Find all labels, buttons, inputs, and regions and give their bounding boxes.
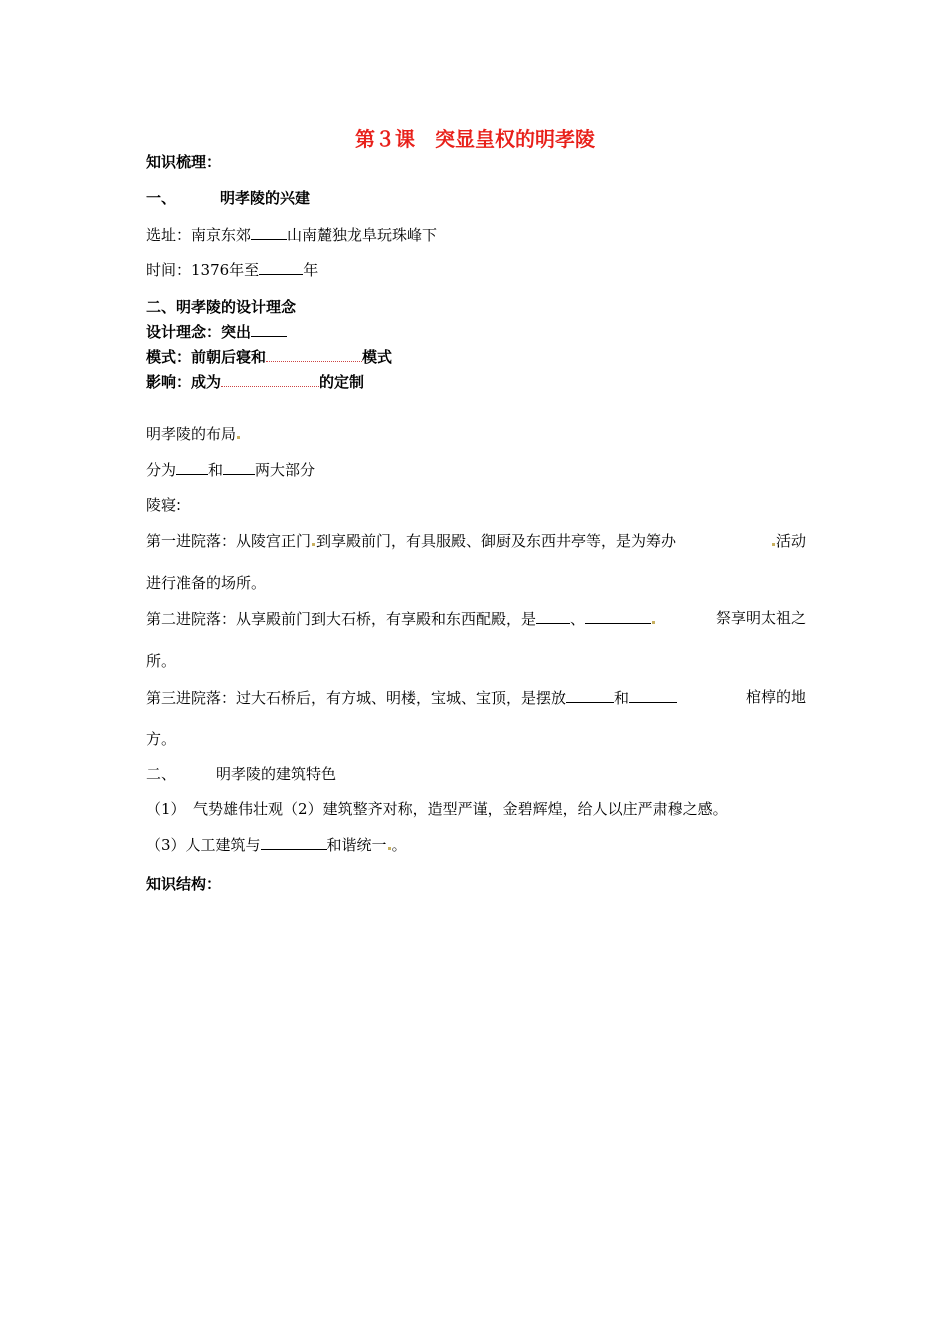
section-2-heading: 二、明孝陵的设计理念: [146, 298, 297, 316]
courtyard-2-text-c: 所。: [146, 652, 177, 670]
mark-icon: [652, 621, 655, 624]
section-3-title: 明孝陵的建筑特色: [216, 765, 337, 783]
mode-after: 模式: [362, 348, 393, 366]
time-label: 时间：1376年至: [146, 261, 260, 279]
divide-line: [146, 459, 315, 480]
courtyard-1-text-b: 到享殿前门，有具服殿、御厨及东西井亭等，是为筹办: [316, 532, 677, 550]
layout-heading: [146, 424, 241, 444]
section-1-number: 一、: [146, 189, 177, 207]
courtyard-1-text-d: 进行准备的场所。: [146, 574, 267, 592]
feature-3-blank[interactable]: [261, 834, 327, 850]
section-1-heading: [146, 188, 310, 208]
design-blank[interactable]: [251, 321, 287, 337]
mode-label: 模式：前朝后寝和: [146, 348, 267, 366]
design-line: [146, 321, 287, 342]
feature-3-end: 。: [391, 836, 407, 854]
divide-blank-2[interactable]: [223, 459, 255, 475]
design-label: 设计理念：突出: [146, 323, 252, 341]
time-after: 年: [303, 261, 319, 279]
courtyard-3-blank-2[interactable]: [629, 687, 677, 703]
courtyard-1-line-1: [146, 531, 806, 551]
courtyard-3-mid: 和: [614, 689, 630, 707]
features-1-2: （1） 气势雄伟壮观（2）建筑整齐对称，造型严谨，金碧辉煌，给人以庄严肃穆之感。: [146, 800, 728, 818]
influence-label: 影响：成为: [146, 373, 222, 391]
influence-line: [146, 371, 364, 392]
courtyard-2-text-a: 第二进院落：从享殿前门到大石桥，有享殿和东西配殿，是: [146, 610, 537, 628]
time-line: [146, 259, 318, 280]
mark-icon: [237, 436, 240, 439]
courtyard-3-text-a: 第三进院落：过大石桥后，有方城、明楼，宝城、宝顶，是摆放: [146, 689, 567, 707]
time-blank[interactable]: [259, 259, 303, 275]
feature-3-line: [146, 834, 407, 855]
divide-mid: 和: [208, 461, 224, 479]
courtyard-1-text-c: 活动: [775, 532, 806, 550]
mark-icon: [312, 543, 315, 546]
mode-line: [146, 346, 392, 367]
lesson-title: 第３课 突显皇权的明孝陵: [355, 127, 595, 151]
feature-3-after: 和谐统一: [326, 836, 387, 854]
section-3-heading: [146, 764, 336, 784]
site-label: 选址：南京东郊: [146, 226, 252, 244]
courtyard-3-text-c: 方。: [146, 730, 177, 748]
site-after: 山南麓独龙阜玩珠峰下: [287, 226, 438, 244]
courtyard-2-sep: 、: [570, 610, 586, 628]
mode-blank[interactable]: [266, 346, 362, 362]
courtyard-3-blank-1[interactable]: [566, 687, 614, 703]
heading-knowledge-structure: 知识结构：: [146, 875, 222, 893]
divide-blank-1[interactable]: [176, 459, 208, 475]
courtyard-2-blank-2[interactable]: [585, 608, 651, 624]
divide-label: 分为: [146, 461, 177, 479]
courtyard-3-text-b: 棺椁的地: [745, 688, 806, 706]
heading-knowledge-review: 知识梳理：: [146, 153, 222, 171]
layout-title: 明孝陵的布局: [146, 425, 237, 443]
courtyard-3-line-1: [146, 687, 806, 708]
lingqin-label: 陵寝:: [146, 496, 182, 514]
section-3-number: 二、: [146, 765, 177, 783]
site-line: [146, 224, 437, 245]
courtyard-2-blank-1[interactable]: [536, 608, 570, 624]
mark-icon: [388, 847, 391, 850]
site-blank[interactable]: [251, 224, 287, 240]
divide-after: 两大部分: [255, 461, 316, 479]
courtyard-2-text-b: 祭享明太祖之: [715, 609, 806, 627]
feature-3-label: （3）人工建筑与: [146, 836, 261, 854]
courtyard-1-text-a: 第一进院落：从陵宫正门: [146, 532, 312, 550]
influence-after: 的定制: [319, 373, 365, 391]
influence-blank[interactable]: [221, 371, 319, 387]
courtyard-2-line-1: [146, 608, 806, 629]
section-1-title: 明孝陵的兴建: [220, 189, 311, 207]
mark-icon: [772, 543, 775, 546]
